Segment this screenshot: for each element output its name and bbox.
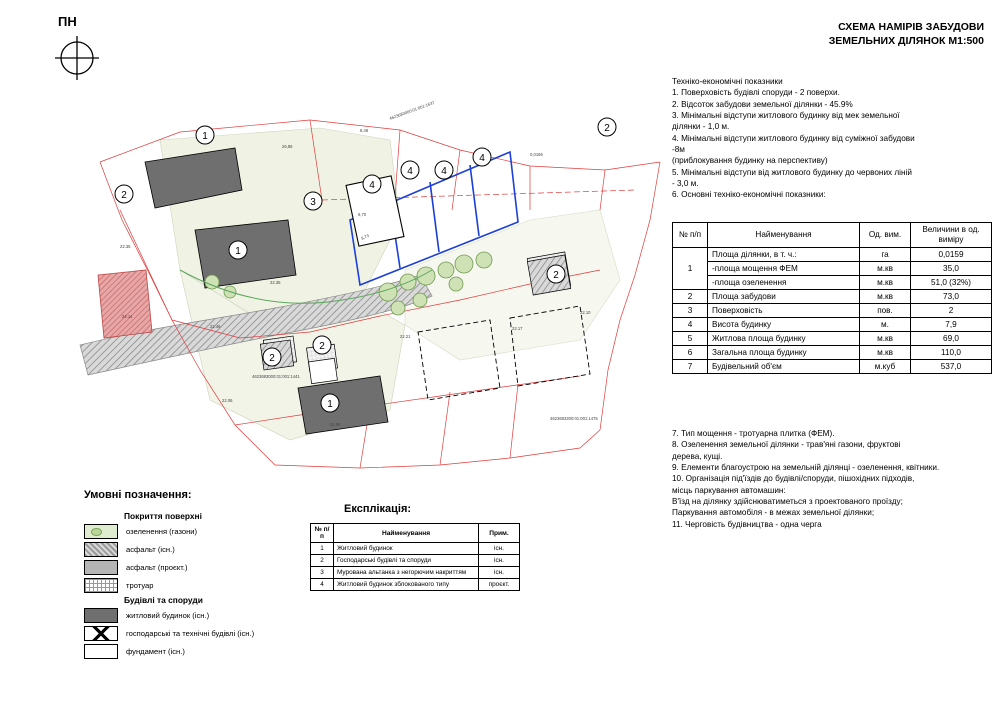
cell-number: 2 [311,555,334,567]
legend-group-surfaces: Покриття поверхні [124,511,202,521]
plan-marker-3 [304,192,322,210]
tech-item: 9. Елементи благоустрою на земельній ділянці - озеленення, квітники. [672,462,940,472]
tech-item: 1. Поверховість будівлі споруди - 2 поверхи. [672,88,840,98]
svg-text:4: 4 [369,180,375,191]
cell-number: 5 [673,331,708,345]
tech-item: 8. Озеленення земельної ділянки - трав'яні газони, фруктові [672,440,901,450]
parcel-label: 22.46 [210,324,221,329]
table-row [673,275,992,289]
cell-value: 35,0 [911,261,992,275]
svg-text:4: 4 [479,153,485,164]
cell-number: 1 [673,247,708,289]
table-row [673,359,992,373]
table-row [673,289,992,303]
cell-number: 2 [673,289,708,303]
legend-label: господарські та технічні будівлі (існ.) [126,629,255,638]
plan-marker-4 [363,175,381,193]
cell-number: 3 [673,303,708,317]
tech-item: 3. Мінімальні відступи житлового будинку від мек земельної [672,110,900,120]
parcel-label: 22.08 [330,422,341,427]
table-row [311,543,520,555]
cell-value: 110,0 [911,345,992,359]
col-unit: Од. вим. [860,223,911,248]
cell-unit: м.кв [860,275,911,289]
tech-item: 11. Черговість будівництва - одна черга [672,519,822,529]
cell-unit: м.кв [860,331,911,345]
col-name: Найменування [708,223,860,248]
tech-item: 6. Основні техніко-економічні показники: [672,190,826,200]
svg-text:2: 2 [319,341,325,352]
legend-group-buildings: Будівлі та споруди [124,595,203,605]
svg-text:4: 4 [407,166,413,177]
dimension-label: 8,73 [360,232,370,241]
tech-item: 2. Відсоток забудови земельної ділянки - 45.9% [672,99,853,109]
exposition-title: Експлікація: [344,503,412,515]
plan-marker-1 [321,394,339,412]
indicators-table [672,222,992,374]
cadastre-label: 4623683000:01:001:1637 [388,99,436,121]
dimension-label: 6,70 [358,212,367,217]
svg-text:2: 2 [553,270,559,281]
dimension-label: 0,0166 [530,152,543,157]
tech-item: -8м [672,144,685,154]
legend-item-sidewalk [84,577,344,594]
cell-value: 69,0 [911,331,992,345]
cell-number: 4 [673,317,708,331]
tech-item: 5. Мінімальні відступи від житлового будинку до червоних ліній [672,167,912,177]
table-row [673,345,992,359]
cell-name: Житловий будинок зблокованого типу [334,579,479,591]
cell-unit: га [860,247,911,261]
legend-label: тротуар [126,581,154,590]
svg-text:1: 1 [235,246,241,257]
sidewalk-swatch-icon [84,578,118,593]
cell-unit: м.кв [860,261,911,275]
legend-item-tech-building [84,625,344,642]
col-name: Найменування [334,524,479,543]
cell-name: Мурована альтанка з негорючим накриттям [334,567,479,579]
tech-item: 10. Організація під'їздів до будівлі/споруди, пішохідних підходів, [672,474,915,484]
cadastre-label: 4623683000:01:001:1441 [252,374,300,379]
svg-text:3: 3 [310,197,316,208]
dimension-label: 8,46 [360,128,369,133]
cell-note: проєкт. [479,579,520,591]
cell-name: Площа забудови [708,289,860,303]
table-row [673,247,992,261]
sheet-title [829,20,984,48]
parcel-label: 22.10 [580,310,591,315]
tech-heading: Техніко-економічні показники [672,77,783,86]
cell-value: 7,9 [911,317,992,331]
cell-unit: пов. [860,303,911,317]
parcel-label: 22.17 [512,326,523,331]
site-plan-svg [60,70,680,490]
tech-item: дерева, кущі. [672,451,723,461]
legend-item-green [84,523,344,540]
table-row [673,303,992,317]
site-plan [60,70,680,490]
cadastre-label: 4623683300:01:001:1475 [550,416,598,421]
cell-number: 3 [311,567,334,579]
cell-note: існ. [479,543,520,555]
asphalt-existing-swatch-icon [84,542,118,557]
cell-name: Загальна площа будинку [708,345,860,359]
cell-name: -площа мощення ФЕМ [708,261,860,275]
parcel-label: 22.21 [400,334,411,339]
tech-item: (приблокування будинку на перспективу) [672,156,828,166]
cell-note: існ. [479,555,520,567]
table-header-row [311,524,520,543]
legend-label: асфальт (проєкт.) [126,563,188,572]
col-value: Величини в од. виміру [911,223,992,248]
tech-item: Паркування автомобіля - в межах земельної ділянки; [672,508,875,518]
tech-item: - 3,0 м. [672,178,699,188]
legend-label: житловий будинок (існ.) [126,611,210,620]
cell-name: Житлова площа будинку [708,331,860,345]
plan-marker-1 [229,241,247,259]
plan-marker-2 [115,185,133,203]
plan-marker-1 [196,126,214,144]
legend-item-asphalt-existing [84,541,344,558]
sheet-title-line2: ЗЕМЕЛЬНИХ ДІЛЯНОК М1:500 [828,35,984,48]
table-row [673,331,992,345]
svg-text:1: 1 [202,131,208,142]
svg-text:4: 4 [441,166,447,177]
legend-label: фундамент (існ.) [126,647,185,656]
cell-note: існ. [479,567,520,579]
cell-value: 537,0 [911,359,992,373]
cell-number: 4 [311,579,334,591]
svg-text:1: 1 [327,399,333,410]
cell-name: Поверховість [708,303,860,317]
cell-unit: м. [860,317,911,331]
cell-number: 6 [673,345,708,359]
svg-text:2: 2 [121,190,127,201]
legend-label: асфальт (існ.) [126,545,175,554]
cell-name: Господарські будівлі та споруди [334,555,479,567]
table-row [311,579,520,591]
table-row [673,261,992,275]
plan-marker-4 [401,161,419,179]
cell-number: 1 [311,543,334,555]
legend [84,510,344,661]
parcel-label: 22.35 [120,244,131,249]
svg-text:2: 2 [269,353,275,364]
plan-marker-4 [473,148,491,166]
legend-item-asphalt-project [84,559,344,576]
parcel-label: 22.06 [222,398,233,403]
parcel-label: 22.35 [270,280,281,285]
north-label: ПН [58,14,77,29]
legend-item-house [84,607,344,624]
parcel-label: 22.14 [122,314,133,319]
cell-name: Площа ділянки, в т. ч.: [708,247,860,261]
col-number: № п/п [673,223,708,248]
cell-value: 51,0 (32%) [911,275,992,289]
tech-item: ділянки - 1,0 м. [672,122,730,132]
cell-name: -площа озеленення [708,275,860,289]
cell-name: Висота будинку [708,317,860,331]
green-swatch-icon [84,524,118,539]
cell-unit: м.кв [860,345,911,359]
plan-marker-2 [598,118,616,136]
col-number: № п/п [311,524,334,543]
tech-building-swatch-icon [84,626,118,641]
legend-item-foundation [84,643,344,660]
plan-marker-2 [313,336,331,354]
legend-title: Умовні позначення: [84,489,192,501]
cell-unit: м.кв [860,289,911,303]
plan-marker-4 [435,161,453,179]
table-row [311,555,520,567]
asphalt-project-swatch-icon [84,560,118,575]
tech-notes-top [672,76,992,200]
cell-value: 0,0159 [911,247,992,261]
tech-item: 4. Мінімальні відступи житлового будинку від суміжної забудови [672,133,915,143]
cell-name: Будівельний об'єм [708,359,860,373]
cell-unit: м.куб [860,359,911,373]
sheet-title-line1: СХЕМА НАМІРІВ ЗАБУДОВИ [838,21,984,33]
tech-item: 7. Тип мощення - тротуарна плитка (ФЕМ). [672,429,835,438]
tech-item: В'їзд на ділянку здійснюватиметься з проектованого проїзду; [672,496,903,506]
cell-value: 2 [911,303,992,317]
plan-marker-2 [547,265,565,283]
cell-value: 73,0 [911,289,992,303]
table-row [673,317,992,331]
legend-label: озеленення (газони) [126,527,198,536]
exposition-table [310,523,520,591]
cell-number: 7 [673,359,708,373]
table-row [311,567,520,579]
house-swatch-icon [84,608,118,623]
svg-text:2: 2 [604,123,610,134]
dimension-label: 26,86 [282,144,293,149]
foundation-swatch-icon [84,644,118,659]
table-header-row [673,223,992,248]
tech-notes-bottom [672,428,992,530]
plan-marker-2 [263,348,281,366]
cell-name: Житловий будинок [334,543,479,555]
tech-item: місць паркування автомашин: [672,485,786,495]
col-note: Прим. [479,524,520,543]
